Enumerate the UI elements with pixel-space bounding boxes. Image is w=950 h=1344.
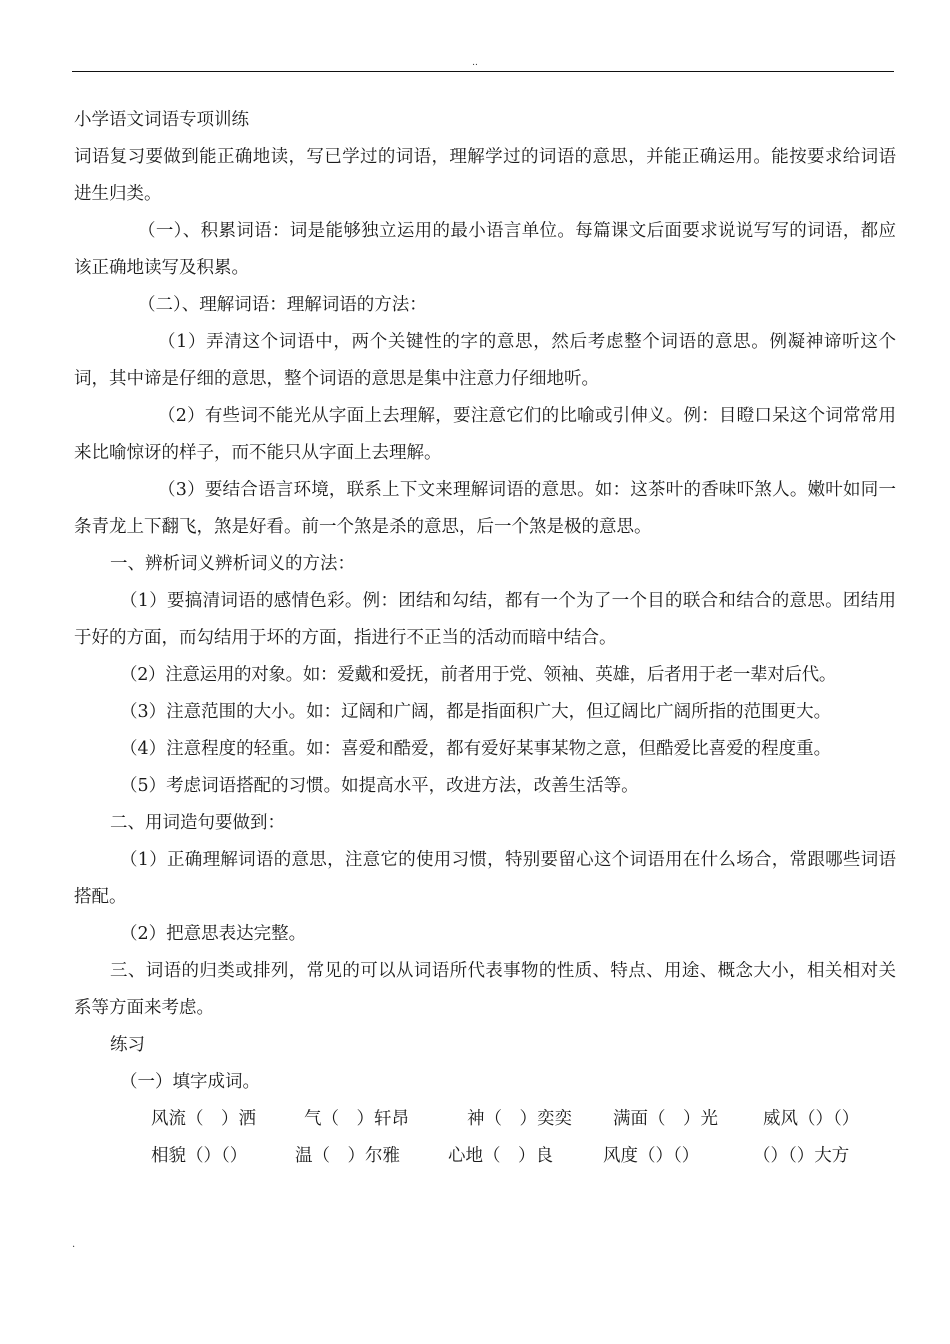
fill-item: 神（ ）奕奕 <box>467 1109 572 1129</box>
understand-heading: （二）、理解词语：理解词语的方法： <box>138 295 427 315</box>
sentence-heading: 二、用词造句要做到： <box>110 813 285 833</box>
analyze-item-2: （2）注意运用的对象。如：爱戴和爱抚，前者用于党、领袖、英雄，后者用于老一辈对后代。 <box>120 665 837 685</box>
intro-paragraph: 词语复习要做到能正确地读，写已学过的词语，理解学过的词语的意思，并能正确运用。能按要求给词语进生归类。 <box>74 147 896 204</box>
analyze-item-1: （1）要搞清词语的感情色彩。例：团结和勾结，都有一个为了一个目的联合和结合的意思。团结用于好的方面，而勾结用于坏的方面，指进行不正当的活动而暗中结合。 <box>74 591 896 648</box>
fill-item: 风度（）（） <box>603 1146 700 1166</box>
practice-heading: 练习 <box>110 1035 145 1055</box>
fill-row-1 <box>74 1101 896 1138</box>
understand-item-2: （2）有些词不能光从字面上去理解，要注意它们的比喻或引伸义。例：目瞪口呆这个词常常用来比喻惊讶的样子，而不能只从字面上去理解。 <box>74 406 896 463</box>
fill-item: 相貌（）（） <box>151 1146 248 1166</box>
sentence-item-2: （2）把意思表达完整。 <box>120 924 307 944</box>
document-body <box>74 102 896 1175</box>
footer-mark: . <box>72 1239 76 1250</box>
header-mark: .. <box>472 58 478 68</box>
accumulate-paragraph: （一）、积累词语：词是能够独立运用的最小语言单位。每篇课文后面要求说说写写的词语，都应该正确地读写及积累。 <box>74 221 896 278</box>
analyze-item-5: （5）考虑词语搭配的习惯。如提高水平，改进方法，改善生活等。 <box>120 776 639 796</box>
fill-item: 满面（ ）光 <box>613 1109 718 1129</box>
fill-item: 风流（ ）洒 <box>151 1109 256 1129</box>
analyze-item-3: （3）注意范围的大小。如：辽阔和广阔，都是指面积广大，但辽阔比广阔所指的范围更大。 <box>120 702 832 722</box>
fill-item: 威风（）（） <box>763 1109 860 1129</box>
sentence-item-1: （1）正确理解词语的意思，注意它的使用习惯，特别要留心这个词语用在什么场合，常跟哪些词语搭配。 <box>74 850 896 907</box>
document-title: 小学语文词语专项训练 <box>74 110 249 130</box>
understand-item-1: （1）弄清这个词语中，两个关键性的字的意思，然后考虑整个词语的意思。例凝神谛听这个词，其中谛是仔细的意思，整个词语的意思是集中注意力仔细地听。 <box>74 332 896 389</box>
understand-item-3: （3）要结合语言环境，联系上下文来理解词语的意思。如：这茶叶的香味吓煞人。嫩叶如同一条青龙上下翻飞，煞是好看。前一个煞是杀的意思，后一个煞是极的意思。 <box>74 480 896 537</box>
fill-item: 心地（ ）良 <box>448 1146 553 1166</box>
fill-item: 温（ ）尔雅 <box>295 1146 400 1166</box>
analyze-heading: 一、辨析词义辨析词义的方法： <box>110 554 355 574</box>
fill-row-2 <box>74 1138 896 1175</box>
classify-paragraph: 三、词语的归类或排列，常见的可以从词语所代表事物的性质、特点、用途、概念大小，相关相对关系等方面来考虑。 <box>74 961 896 1018</box>
fill-heading: （一）填字成词。 <box>120 1072 260 1092</box>
analyze-item-4: （4）注意程度的轻重。如：喜爱和酷爱，都有爱好某事某物之意，但酷爱比喜爱的程度重。 <box>120 739 832 759</box>
header-rule <box>72 71 894 72</box>
fill-item: 气（ ）轩昂 <box>304 1109 409 1129</box>
fill-item: （）（）大方 <box>753 1146 850 1166</box>
